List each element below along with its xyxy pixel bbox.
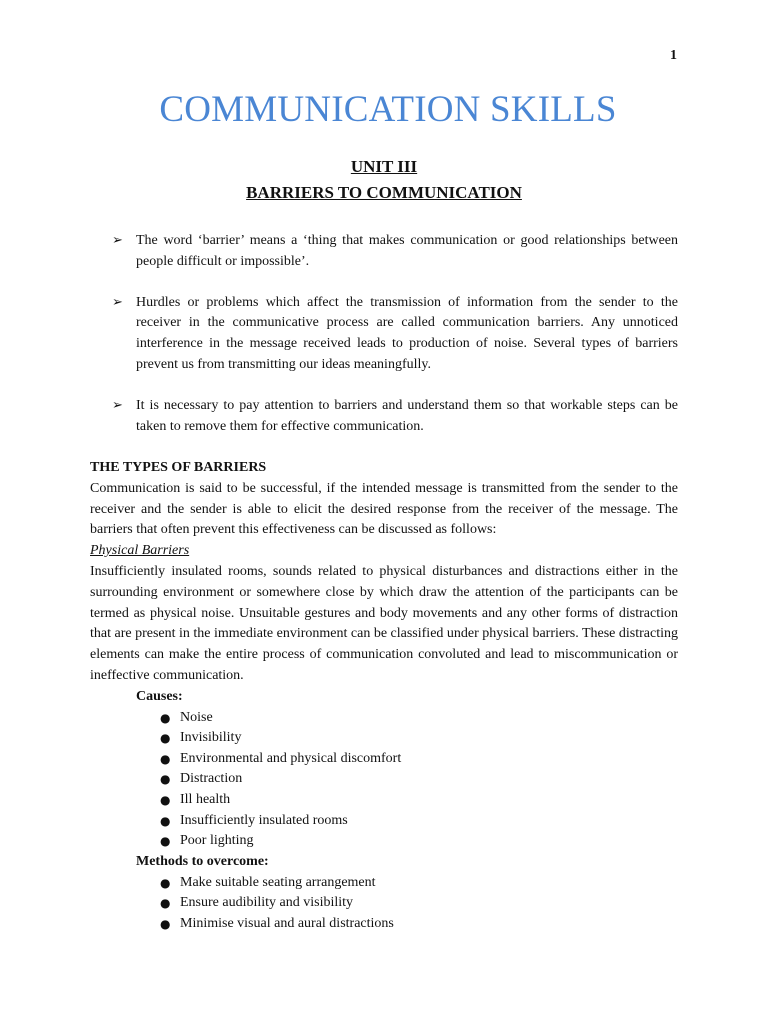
list-item bbox=[160, 749, 678, 770]
methods-label: Methods to overcome: bbox=[136, 853, 269, 869]
bullet-dot-icon: ● bbox=[160, 731, 171, 746]
intro-bullet-text: Hurdles or problems which affect the transmission of information from the sender to the receiver in the communicative process are called communication barriers. Any unnoticed interference in the message received leads to production of noise. Several types of barriers prevent us from transmitting our ideas meaningfully. bbox=[136, 294, 678, 372]
methods-list bbox=[90, 873, 678, 935]
types-section bbox=[90, 458, 678, 934]
list-item-text: Invisibility bbox=[180, 730, 242, 746]
list-item-text: Minimise visual and aural distractions bbox=[180, 915, 394, 931]
causes-label: Causes: bbox=[136, 688, 183, 704]
list-item bbox=[160, 914, 678, 935]
arrow-bullet-icon: ➢ bbox=[112, 294, 123, 310]
arrow-bullet-icon: ➢ bbox=[112, 397, 123, 413]
bullet-dot-icon: ● bbox=[160, 772, 171, 787]
list-item-text: Make suitable seating arrangement bbox=[180, 874, 376, 890]
list-item bbox=[160, 708, 678, 729]
bullet-dot-icon: ● bbox=[160, 710, 171, 725]
unit-title: BARRIERS TO COMMUNICATION bbox=[246, 183, 522, 202]
list-item-text: Ensure audibility and visibility bbox=[180, 895, 354, 911]
list-item bbox=[160, 873, 678, 894]
intro-bullet-list bbox=[112, 231, 678, 457]
list-item-text: Environmental and physical discomfort bbox=[180, 750, 402, 766]
list-item bbox=[160, 790, 678, 811]
list-item-text: Ill health bbox=[180, 791, 231, 807]
unit-number: UNIT III bbox=[350, 157, 418, 176]
bullet-dot-icon: ● bbox=[160, 875, 171, 890]
intro-bullet-item bbox=[112, 293, 678, 376]
intro-bullet-item bbox=[112, 231, 678, 273]
bullet-dot-icon: ● bbox=[160, 896, 171, 911]
list-item bbox=[160, 769, 678, 790]
intro-bullet-item bbox=[112, 396, 678, 438]
section-heading: THE TYPES OF BARRIERS bbox=[90, 460, 267, 475]
bullet-dot-icon: ● bbox=[160, 813, 171, 828]
types-intro-paragraph: Communication is said to be successful, if the intended message is transmitted from the sender to the receiver and the sender is able to elicit the desired response from the receiver of the message. The barriers that often prevent this effectiveness can be discussed as follows: bbox=[90, 480, 678, 538]
list-item-text: Noise bbox=[180, 709, 213, 725]
arrow-bullet-icon: ➢ bbox=[112, 233, 123, 248]
list-item-text: Insufficiently insulated rooms bbox=[180, 812, 348, 828]
list-item-text: Poor lighting bbox=[180, 833, 254, 849]
list-item bbox=[160, 811, 678, 832]
list-item bbox=[160, 831, 678, 852]
intro-bullet-text: The word ‘barrier’ means a ‘thing that makes communication or good relationships between people difficult or impossible’. bbox=[136, 233, 678, 269]
document-title: COMMUNICATION SKILLS bbox=[159, 89, 617, 130]
list-item bbox=[160, 893, 678, 914]
bullet-dot-icon: ● bbox=[160, 792, 171, 807]
subsection-heading: Physical Barriers bbox=[90, 543, 190, 559]
intro-bullet-text: It is necessary to pay attention to barriers and understand them so that workable steps can be taken to remove them for effective communication. bbox=[136, 397, 678, 434]
page-number: 1 bbox=[670, 48, 677, 63]
physical-barriers-paragraph: Insufficiently insulated rooms, sounds related to physical disturbances and distractions either in the surrounding environment or somewhere close by which draw the attention of the participants can be termed as physical noise. Unsuitable gestures and body movements and any other forms of distraction that are present in the immediate environment can be classified under physical barriers. These distracting elements can make the entire process of communication convoluted and lead to miscommunication or ineffective communication. bbox=[90, 563, 678, 683]
causes-list bbox=[90, 708, 678, 852]
bullet-dot-icon: ● bbox=[160, 751, 171, 766]
list-item bbox=[160, 728, 678, 749]
list-item-text: Distraction bbox=[180, 771, 243, 787]
bullet-dot-icon: ● bbox=[160, 834, 171, 849]
bullet-dot-icon: ● bbox=[160, 916, 171, 931]
